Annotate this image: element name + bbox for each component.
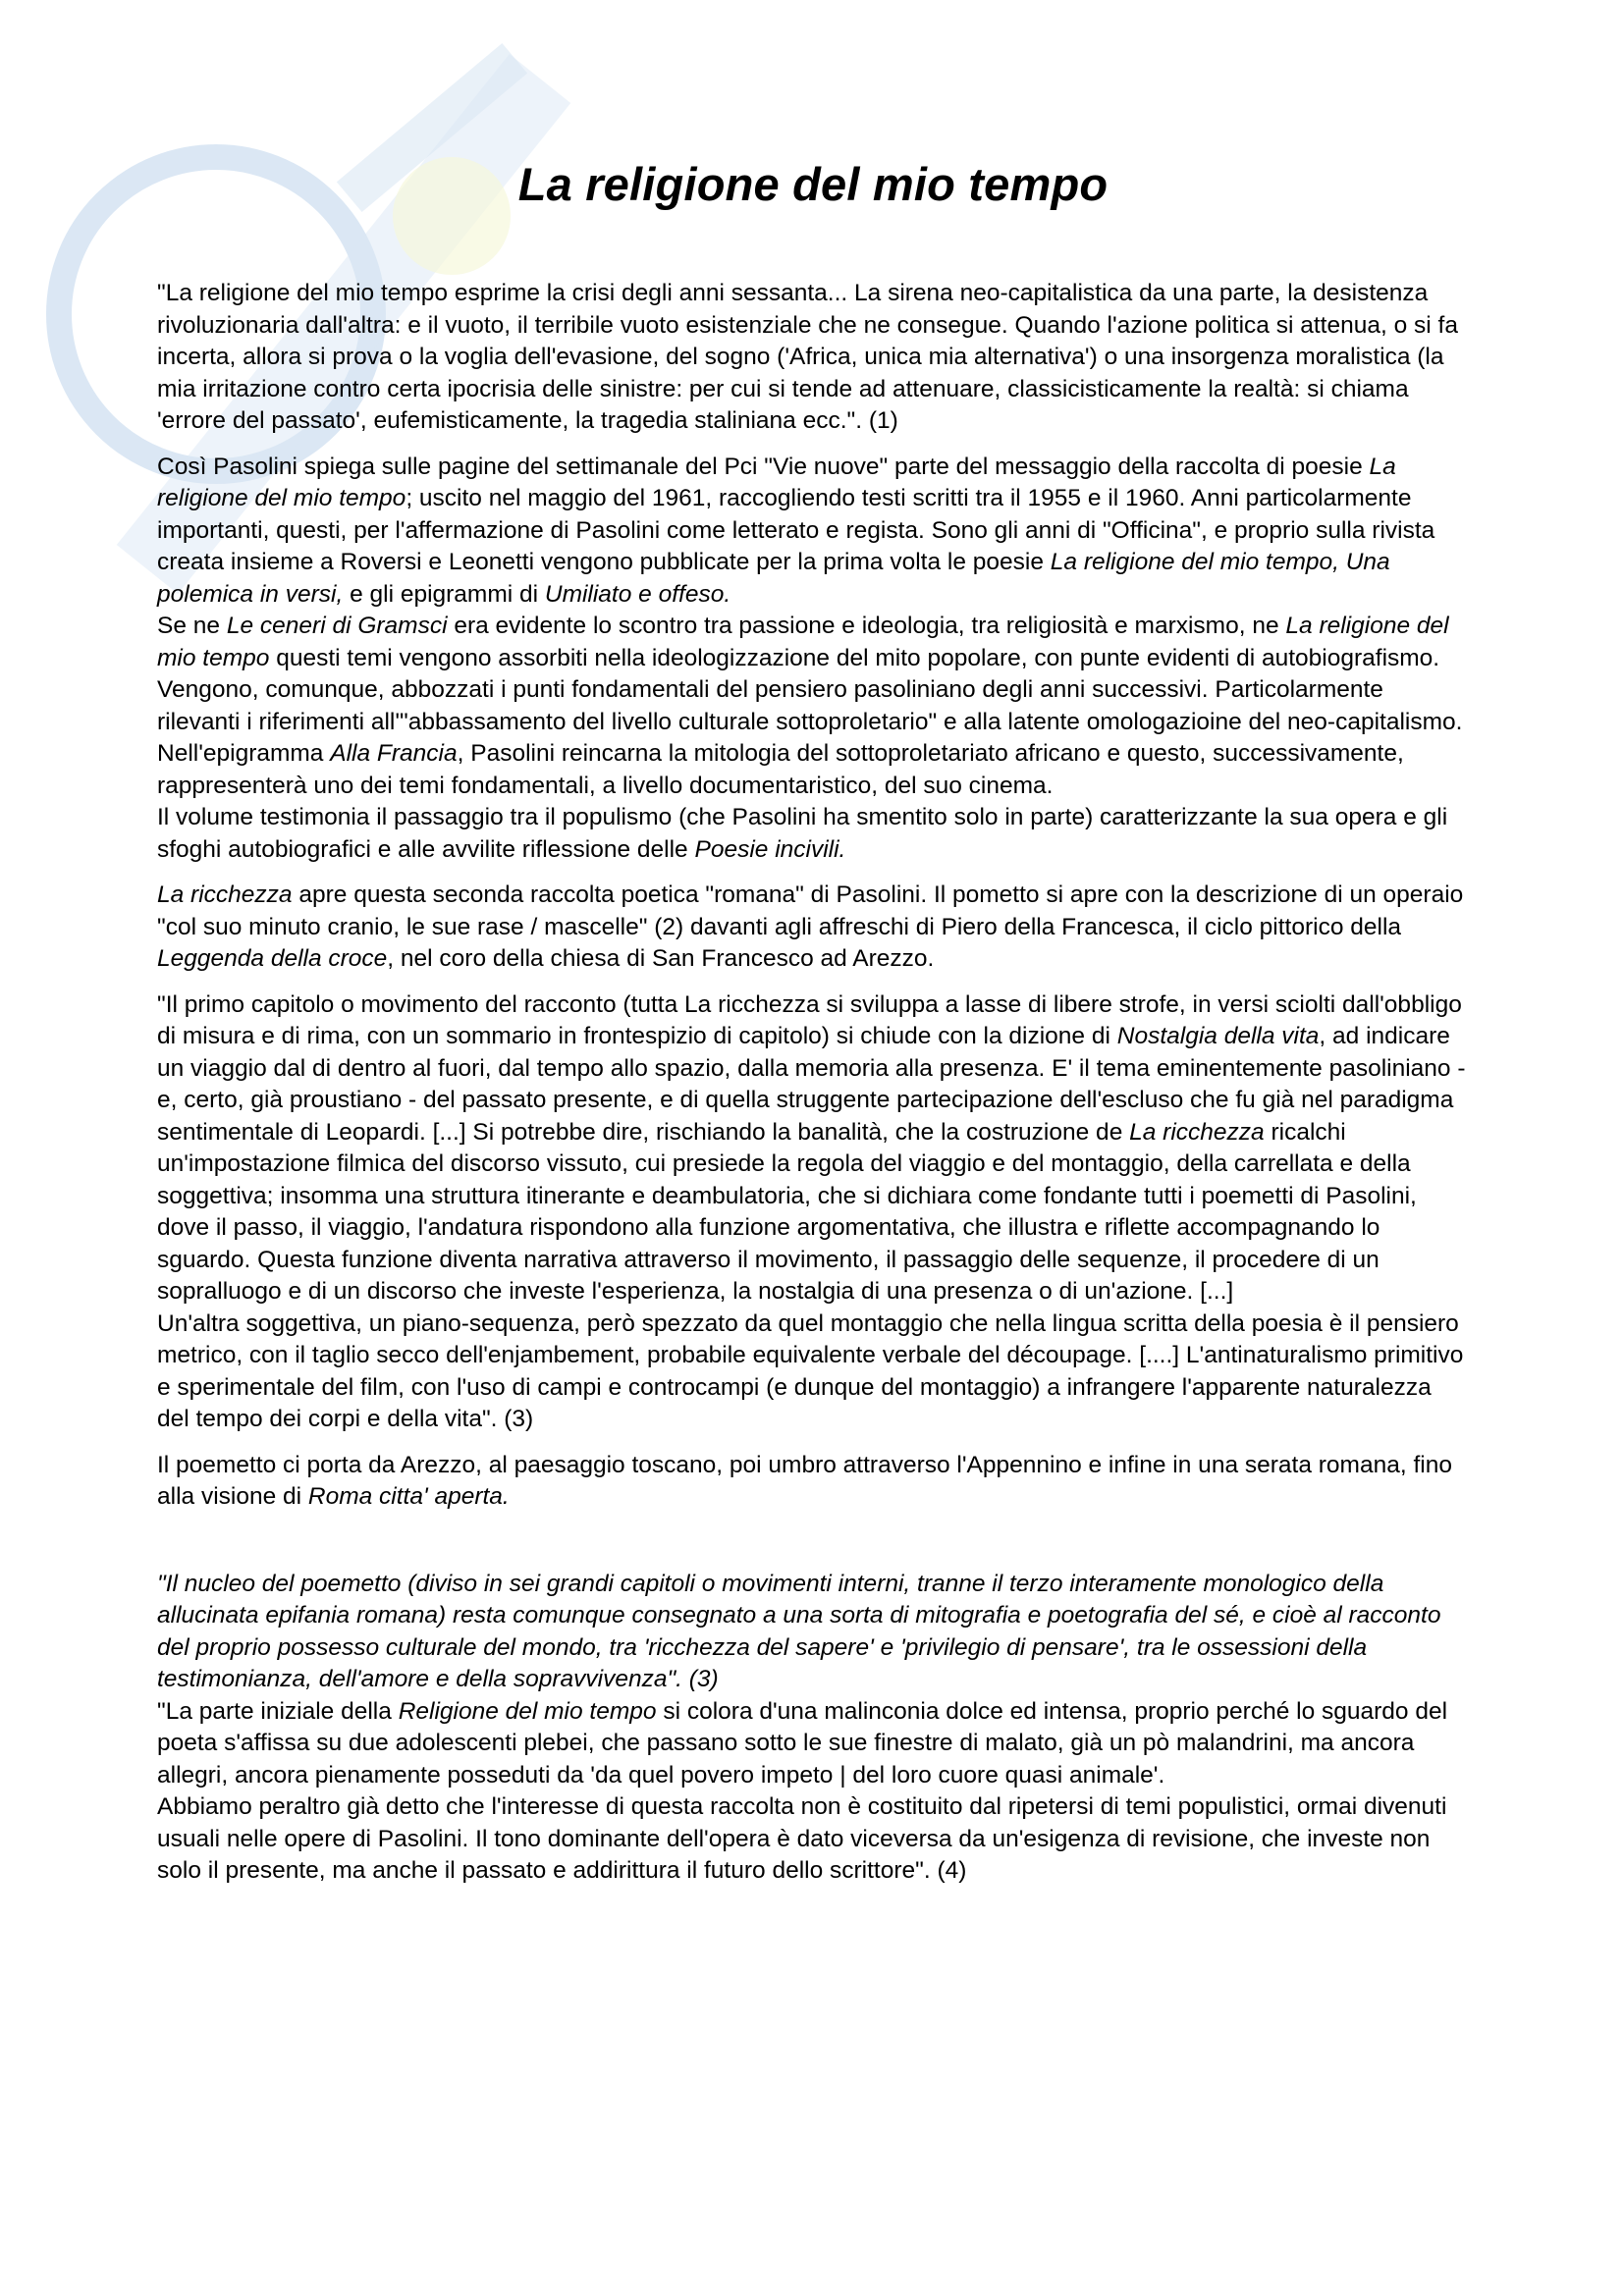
italic-text: Nostalgia della vita (1116, 1023, 1320, 1049)
paragraph (157, 278, 1469, 438)
italic-text: La religione del mio tempo (157, 613, 1449, 671)
italic-text: Alla Francia (330, 740, 458, 767)
paragraph (157, 1569, 1469, 1888)
text-run: apre questa seconda raccolta poetica "romana" di Pasolini. Il pometto si apre con la descrizione di un operaio "col suo minuto cranio, le sue rase / mascelle" (2) davanti agli affreschi di Piero della Francesca, il ciclo pittorico della (157, 881, 1464, 940)
paragraph (157, 880, 1469, 976)
text-run: Se ne (157, 613, 227, 639)
italic-text: Umiliato e offeso. (544, 580, 731, 608)
text-run: Il poemetto ci porta da Arezzo, al paesaggio toscano, poi umbro attraverso l'Appennino e infine in una serata romana, fino alla visione di (157, 1451, 1452, 1510)
paragraph (157, 452, 1469, 867)
text-run: Nell'epigramma (157, 740, 331, 767)
text-run: "La religione del mio tempo esprime la crisi degli anni sessanta... La sirena neo-capitalistica da una parte, la desistenza rivoluzionaria dall'altra: e il vuoto, il terribile vuoto esistenziale che ne consegue. Quando l'azione politica si attenua, o si fa incerta, allora si prova o la voglia dell'evasione, del sogno ('Africa, unica mia alternativa') o una insorgenza moralistica (la mia irritazione contro certa ipocrisia delle sinistre: per cui si tende ad attenuare, classicisticamente la realtà: si chiama 'errore del passato', eufemisticamente, la tragedia staliniana ecc.". (1) (157, 280, 1458, 434)
text-run: era evidente lo scontro tra passione e ideologia, tra religiosità e marxismo, ne (447, 613, 1286, 639)
text-run: Il volume testimonia il passaggio tra il populismo (che Pasolini ha smentito solo in parte) caratterizzante la sua opera e gli sfoghi autobiografici e alle avvilite riflessione delle (157, 804, 1448, 863)
italic-text: La ricchezza (1129, 1118, 1265, 1146)
italic-text: Poesie incivili. (694, 835, 846, 863)
text-run: si colora d'una malinconia dolce ed intensa, proprio perché lo sguardo del poeta s'affissa su due adolescenti plebei, che passano sotto le sue finestre di malato, già un pò malandrini, ma ancora allegri, ancora pienamente posseduti da 'da quel povero impeto | del loro cuore quasi animale'. (157, 1697, 1448, 1789)
document-title: La religione del mio tempo (517, 158, 1109, 210)
italic-text: La religione del mio tempo, Una polemica in versi, (157, 549, 1390, 608)
text-run: Così Pasolini spiega sulle pagine del settimanale del Pci "Vie nuove" parte del messaggio della raccolta di poesie (157, 453, 1370, 480)
italic-text: La religione del mio tempo (157, 453, 1396, 511)
italic-text: "Il nucleo del poemetto (diviso in sei grandi capitoli o movimenti interni, tranne il terzo interamente monologico della allucinata epifania romana) resta comunque consegnato a una sorta di mitografia e poetografia del sé, e cioè al racconto del proprio possesso culturale del mondo, tra 'ricchezza del sapere' e 'privilegio di pensare', tra le ossessioni della testimonianza, dell'amore e della sopravvivenza". (3) (157, 1570, 1441, 1692)
italic-text: Le ceneri di Gramsci (226, 613, 448, 639)
text-run: , ad indicare un viaggio dal di dentro al fuori, dal tempo allo spazio, dalla memoria alla presenza. E' il tema eminentemente pasoliniano - e, certo, già proustiano - del passato presente, e di quella struggente partecipazione dell'escluso che fu già nel paradigma sentimentale di Leopardi. [...] Si potrebbe dire, rischiando la banalità, che la costruzione de (157, 1023, 1466, 1146)
text-run: "Il primo capitolo o movimento del racconto (tutta La ricchezza si sviluppa a lasse di libere strofe, in versi sciolti dall'obbligo di misura e di rima, con un sommario in frontespizio di capitolo) si chiude con la dizione di (157, 990, 1462, 1049)
text-run: ricalchi un'impostazione filmica del discorso vissuto, cui presiede la regola del viaggio e del montaggio, della carrellata e della soggettiva; insomma una struttura itinerante e deambulatoria, che si dichiara come fondante tutti i poemetti di Pasolini, dove il passo, il viaggio, l'andatura rispondono alla funzione argomentativa, che illustra e riflette accompagnando lo sguardo. Questa funzione diventa narrativa attraverso il movimento, il passaggio delle sequenze, il procedere di un sopralluogo e di un discorso che investe l'esperienza, la nostalgia di una presenza o di un'azione. [...] (157, 1118, 1417, 1305)
text-run: questi temi vengono assorbiti nella ideologizzazione del mito popolare, con punte evidenti di autobiografismo. Vengono, comunque, abbozzati i punti fondamentali del pensiero pasoliniano degli anni successivi. Particolarmente rilevanti i riferimenti all'"abbassamento del livello culturale sottoproletario" e alla latente omologazioine del neo-capitalismo. (157, 644, 1463, 735)
text-run: , nel coro della chiesa di San Francesco ad Arezzo. (387, 945, 935, 972)
text-run: e gli epigrammi di (343, 580, 545, 608)
text-run: , Pasolini reincarna la mitologia del sottoproletariato africano e questo, successivamente, rappresenterà uno dei temi fondamentali, a livello documentaristico, del suo cinema. (157, 740, 1404, 799)
italic-text: Leggenda della croce (157, 945, 388, 972)
document-page (157, 157, 1469, 1888)
italic-text: La ricchezza (157, 881, 293, 908)
italic-text: Religione del mio tempo (398, 1697, 657, 1725)
italic-text: Roma citta' aperta. (307, 1483, 510, 1510)
text-run: Abbiamo peraltro già detto che l'interesse di questa raccolta non è costituito dal ripetersi di temi populistici, ormai divenuti usuali nelle opere di Pasolini. Il tono dominante dell'opera è dato viceversa da un'esigenza di revisione, che investe non solo il presente, ma anche il passato e addirittura il futuro dello scrittore". (4) (157, 1793, 1447, 1884)
text-run: Un'altra soggettiva, un piano-sequenza, però spezzato da quel montaggio che nella lingua scritta della poesia è il pensiero metrico, con il taglio secco dell'enjambement, probabile equivalente verbale del découpage. [....] L'antinaturalismo primitivo e sperimentale del film, con l'uso di campi e controcampi (e dunque del montaggio) a infrangere l'apparente naturalezza del tempo dei corpi e della vita". (3) (157, 1309, 1464, 1432)
text-run: ; uscito nel maggio del 1961, raccogliendo testi scritti tra il 1955 e il 1960. Anni particolarmente importanti, questi, per l'affermazione di Pasolini come letterato e regista. Sono gli anni di "Officina", e proprio sulla rivista creata insieme a Roversi e Leonetti vengono pubblicate per la prima volta le poesie (157, 485, 1435, 575)
text-run: "La parte iniziale della (157, 1697, 399, 1725)
paragraph (157, 989, 1469, 1436)
paragraph (157, 1450, 1469, 1514)
